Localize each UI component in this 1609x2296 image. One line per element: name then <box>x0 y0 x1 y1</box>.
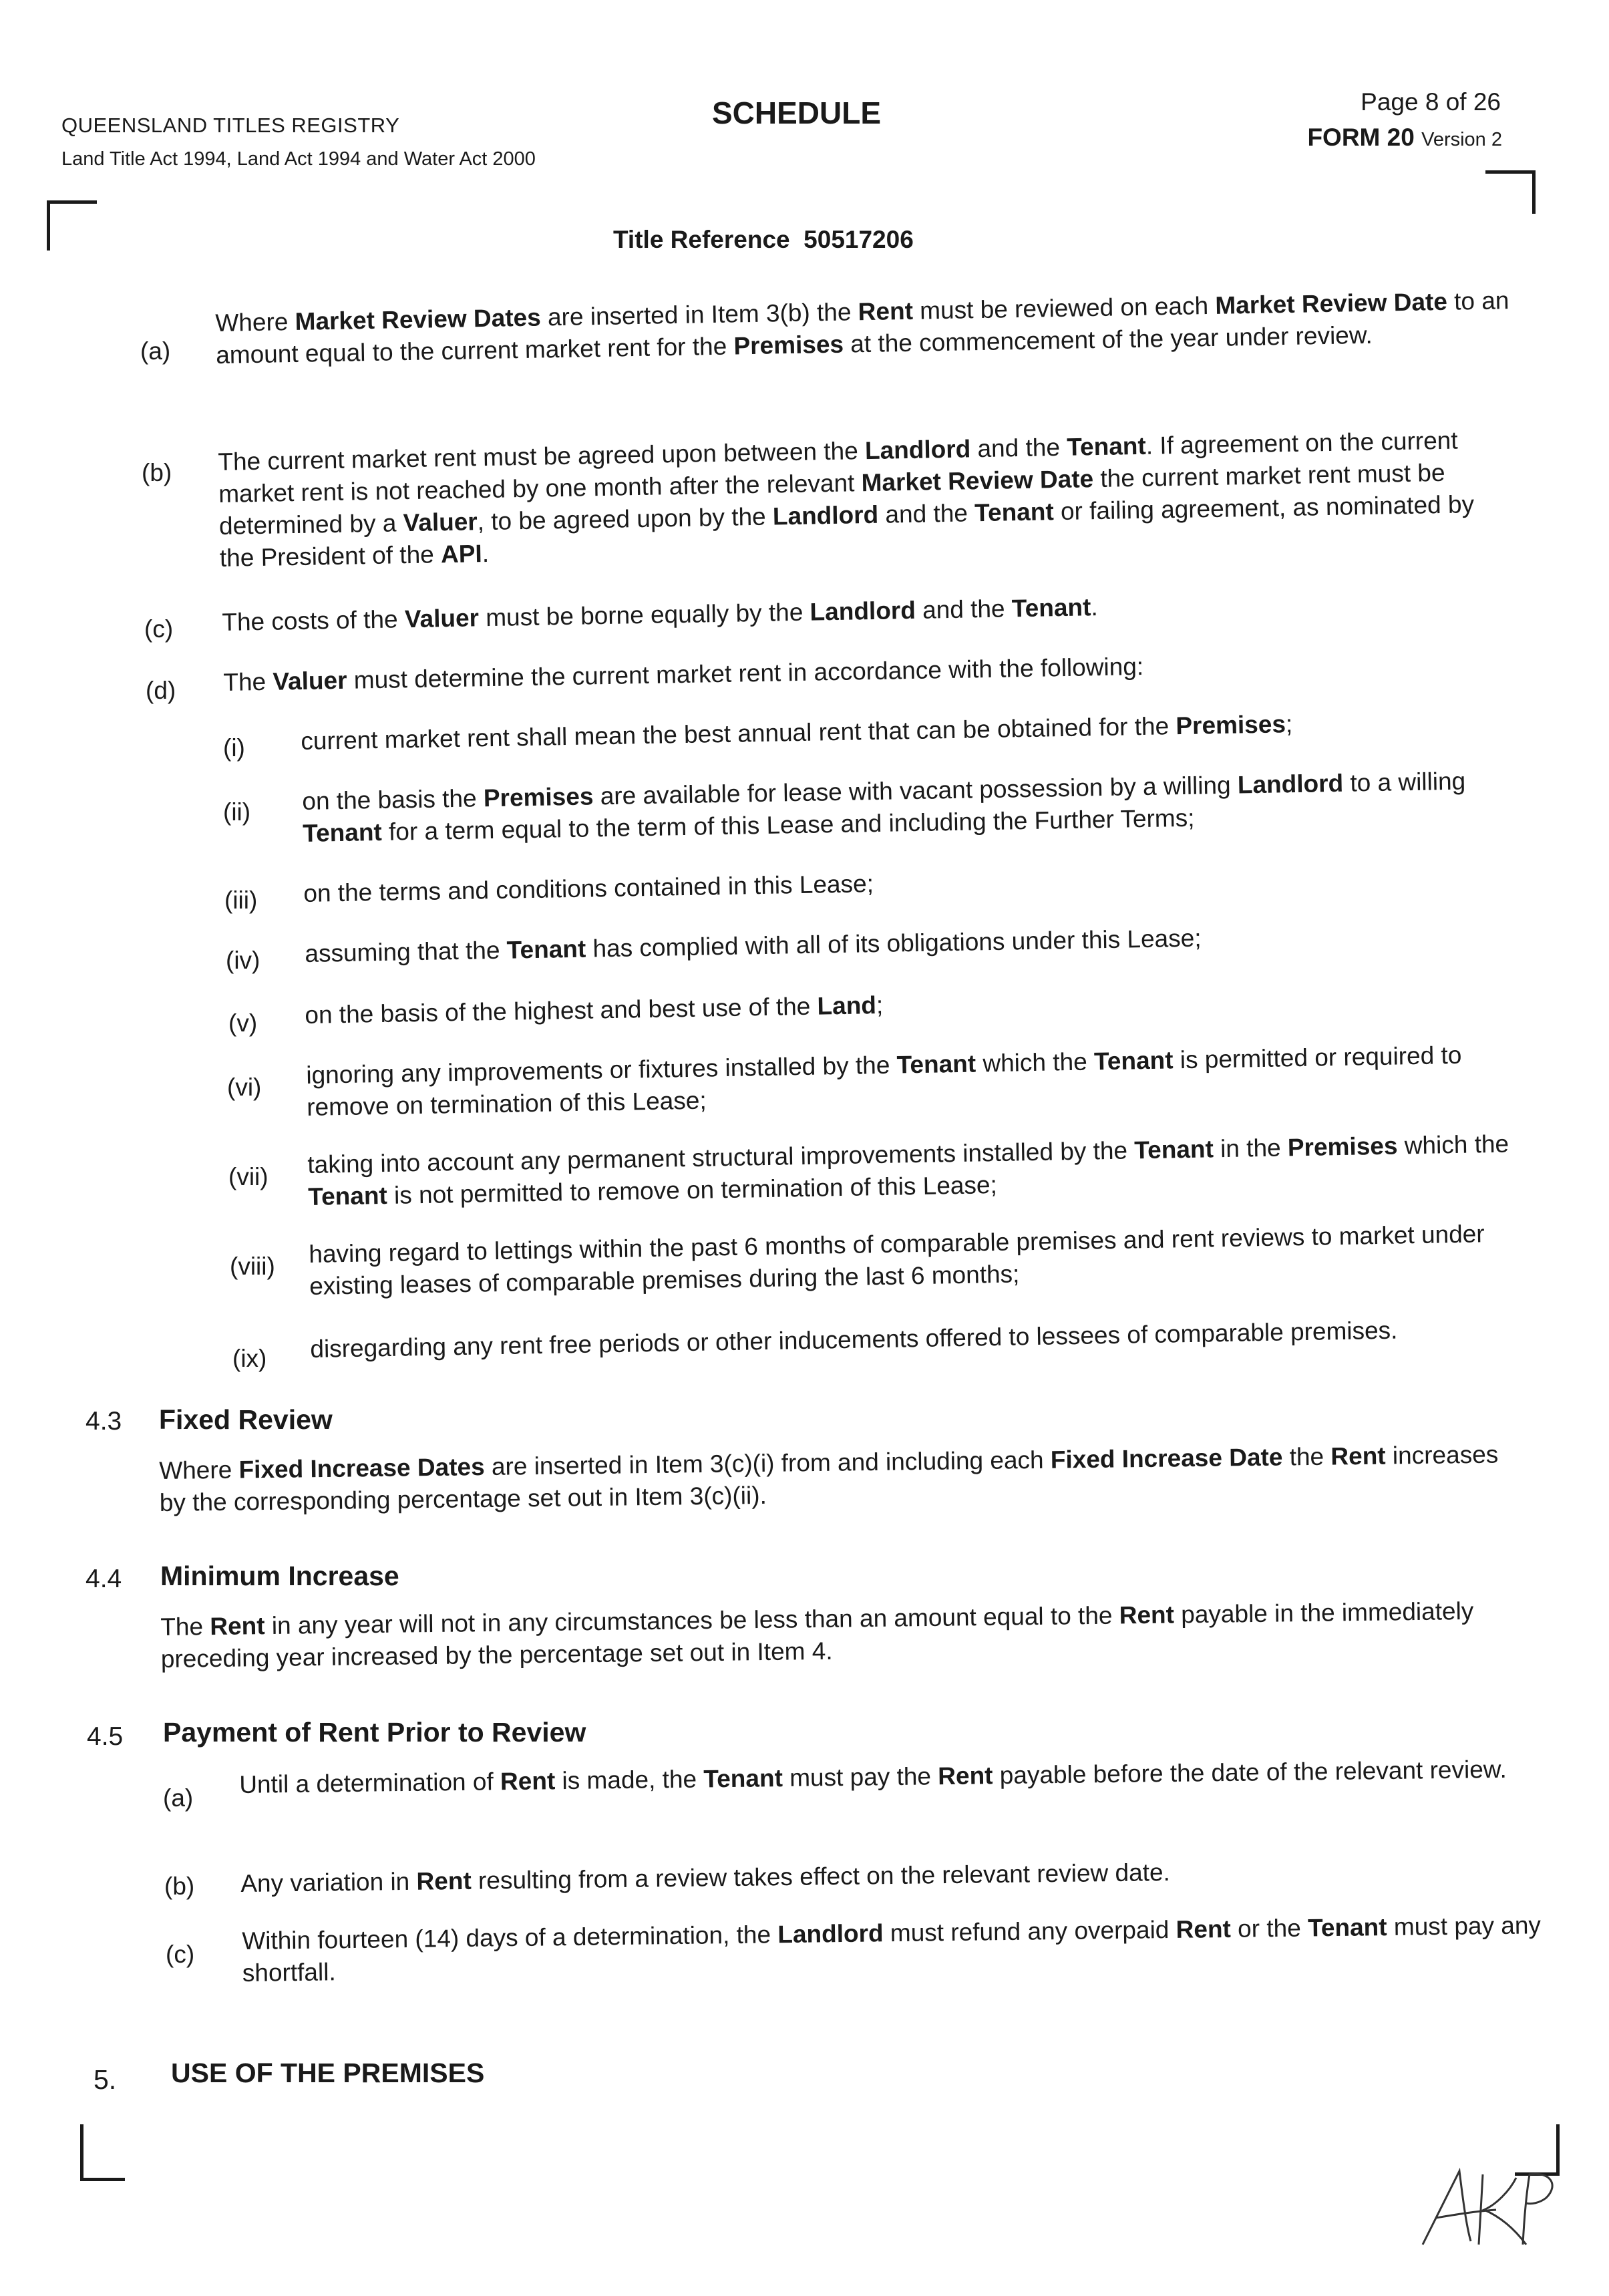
defined-term: Tenant <box>1093 1046 1174 1076</box>
defined-term: Landlord <box>864 435 971 465</box>
text-run: and the <box>915 595 1013 624</box>
text-run: . If agreement on the current market rent is not reached by one month after the relevant <box>218 426 1458 508</box>
text-run: on the basis the <box>302 784 484 815</box>
registry-name: QUEENSLAND TITLES REGISTRY <box>61 114 400 137</box>
text-run: the <box>1282 1442 1331 1471</box>
defined-term: Tenant <box>974 498 1055 527</box>
text-run: or failing agreement, as nominated by the President of the <box>219 490 1475 572</box>
section-title: USE OF THE PREMISES <box>171 2058 485 2088</box>
sub-item-text <box>310 1312 1526 1365</box>
corner-mark-top-left <box>47 200 97 251</box>
text-run: the current market rent must be determined by a <box>218 458 1445 540</box>
defined-term: Tenant <box>1066 432 1147 461</box>
text-run: which the <box>1397 1130 1509 1160</box>
text-run: in the <box>1213 1134 1288 1163</box>
text-run: Where <box>215 307 296 337</box>
section-title: Minimum Increase <box>160 1561 399 1591</box>
section-number: 4.3 <box>85 1407 122 1436</box>
sub-item-label: (ix) <box>232 1345 267 1372</box>
text-run: for a term equal to the term of this Lease and including the Further Terms; <box>381 804 1195 846</box>
sub-item-label: (iv) <box>226 947 260 974</box>
text-run: in any year will not in any circumstances be less than an amount equal to the <box>264 1601 1119 1640</box>
clause-a-text <box>215 285 1511 371</box>
page-number: Page 8 of 26 <box>1361 88 1501 116</box>
defined-term: Rent <box>1176 1915 1232 1943</box>
form-name: FORM 20 <box>1307 124 1415 151</box>
defined-term: Rent <box>416 1866 472 1895</box>
text-run: are inserted in Item 3(b) the <box>540 298 859 331</box>
clause-text <box>240 1852 1543 1900</box>
defined-term: Fixed Increase Date <box>1050 1443 1283 1474</box>
clause-text <box>242 1909 1545 1989</box>
text-run: must pay the <box>782 1762 938 1792</box>
text-run: The costs of the <box>222 605 405 636</box>
text-run: or the <box>1230 1914 1308 1943</box>
defined-term: Valuer <box>404 604 480 633</box>
defined-term: Premises <box>733 330 844 360</box>
sub-item-text <box>306 1038 1522 1124</box>
title-ref-label: Title Reference <box>613 226 790 253</box>
sub-item-label: (vi) <box>227 1074 262 1101</box>
text-run: are available for lease with vacant possession by a willing <box>593 771 1238 810</box>
defined-term: API <box>440 540 483 568</box>
text-run: current market rent shall mean the best annual rent that can be obtained for the <box>301 712 1176 755</box>
sub-item-label: (i) <box>223 734 245 762</box>
text-run: resulting from a review takes effect on the relevant review date. <box>471 1858 1171 1895</box>
defined-term: Tenant <box>896 1049 976 1079</box>
defined-term: Landlord <box>772 500 879 530</box>
sub-item-text <box>307 1128 1524 1213</box>
text-run: having regard to lettings within the past 6 months of comparable premises and rent reviews to market under existing leases of comparable premises during the last 6 months; <box>309 1220 1485 1300</box>
text-run: is permitted or required to remove on termination of this Lease; <box>306 1041 1462 1121</box>
corner-mark-bottom-left <box>80 2124 125 2181</box>
text-run: which the <box>975 1047 1095 1078</box>
title-ref-number: 50517206 <box>803 226 914 253</box>
text-run: taking into account any permanent structural improvements installed by the <box>307 1136 1135 1178</box>
text-run: must be reviewed on each <box>912 291 1216 325</box>
defined-term: Market Review Date <box>1214 287 1448 319</box>
schedule-heading: SCHEDULE <box>712 96 882 130</box>
text-run: The current market rent must be agreed upon between the <box>218 437 866 476</box>
text-run: . <box>1090 593 1098 621</box>
section-title: Payment of Rent Prior to Review <box>163 1717 586 1748</box>
sub-item-label: (ii) <box>223 798 251 826</box>
sub-item-label: (iii) <box>224 886 258 914</box>
text-run: . <box>482 539 490 568</box>
clause-label: (a) <box>163 1784 194 1812</box>
text-run: must refund any overpaid <box>883 1915 1176 1947</box>
clause-b-text <box>218 424 1515 575</box>
section-number: 4.4 <box>85 1565 122 1593</box>
defined-term: Tenant <box>1307 1913 1387 1942</box>
text-run: , to be agreed upon by the <box>477 502 773 536</box>
defined-term: Valuer <box>273 666 347 695</box>
section-number: 4.5 <box>87 1722 124 1751</box>
text-run: The <box>160 1613 210 1641</box>
defined-term: Fixed Increase Dates <box>238 1453 485 1484</box>
text-run: payable before the date of the relevant review. <box>993 1755 1507 1790</box>
text-run: and the <box>970 433 1067 463</box>
sub-item-label: (v) <box>228 1009 258 1037</box>
clause-label: (b) <box>164 1872 195 1900</box>
defined-term: Rent <box>1330 1442 1386 1470</box>
clause-text <box>239 1753 1542 1801</box>
text-run: and the <box>878 499 975 528</box>
defined-term: Tenant <box>506 935 586 964</box>
title-reference <box>613 226 914 254</box>
sub-item-text <box>301 704 1524 758</box>
section-title: Fixed Review <box>159 1404 333 1435</box>
clause-d-label: (d) <box>146 677 176 704</box>
text-run: increases by the corresponding percentage set out in Item 3(c)(ii). <box>159 1440 1499 1516</box>
defined-term: Land <box>817 991 877 1020</box>
clause-c-label: (c) <box>144 615 174 643</box>
text-run: payable in the immediately preceding year increased by the percentage set out in Item 4. <box>160 1597 1474 1673</box>
defined-term: Tenant <box>307 1181 388 1210</box>
text-run: is made, the <box>555 1765 704 1795</box>
text-run: ; <box>1285 710 1293 738</box>
defined-term: Rent <box>500 1767 556 1796</box>
text-run: has complied with all of its obligations under this Lease; <box>585 924 1202 963</box>
defined-term: Rent <box>210 1612 265 1641</box>
sub-item-text <box>305 917 1521 970</box>
text-run: on the basis of the highest and best use of the <box>305 992 818 1029</box>
text-run: The <box>223 667 273 696</box>
defined-term: Premises <box>1287 1132 1398 1162</box>
text-run: Any variation in <box>240 1867 417 1897</box>
section-body <box>159 1438 1522 1519</box>
defined-term: Landlord <box>777 1919 884 1949</box>
defined-term: Tenant <box>703 1764 783 1793</box>
text-run: ignoring any improvements or fixtures installed by the <box>306 1051 897 1089</box>
defined-term: Premises <box>483 782 594 812</box>
clause-label: (c) <box>166 1941 195 1968</box>
sub-item-text <box>302 764 1518 850</box>
defined-term: Tenant <box>1133 1135 1214 1164</box>
text-run: Until a determination of <box>239 1768 501 1798</box>
form-version: Version 2 <box>1421 129 1502 150</box>
defined-term: Tenant <box>302 818 383 847</box>
defined-term: Premises <box>1176 710 1286 740</box>
defined-term: Rent <box>938 1762 993 1790</box>
defined-term: Tenant <box>1011 593 1091 623</box>
text-run: ; <box>876 991 884 1019</box>
clause-a-label: (a) <box>140 337 171 365</box>
defined-term: Rent <box>1119 1601 1175 1629</box>
acts-line: Land Title Act 1994, Land Act 1994 and Water Act 2000 <box>61 148 536 170</box>
sub-item-text <box>303 856 1519 910</box>
section-body <box>160 1595 1524 1675</box>
text-run: are inserted in Item 3(c)(i) from and including each <box>484 1446 1051 1481</box>
defined-term: Valuer <box>403 508 478 537</box>
defined-term: Market Review Date <box>861 465 1094 497</box>
text-run: on the terms and conditions contained in this Lease; <box>303 870 874 907</box>
form-label <box>1307 124 1502 152</box>
clause-d-text <box>223 644 1506 699</box>
text-run: assuming that the <box>305 936 508 967</box>
sub-item-label: (viii) <box>230 1253 275 1280</box>
defined-term: Rent <box>858 297 914 326</box>
sub-item-text <box>305 978 1521 1031</box>
defined-term: Landlord <box>1237 769 1344 799</box>
text-run: must pay any shortfall. <box>242 1911 1542 1987</box>
section-number: 5. <box>94 2064 117 2095</box>
sub-item-label: (vii) <box>228 1163 269 1190</box>
text-run: Within fourteen (14) days of a determination, the <box>242 1921 778 1955</box>
initials-signature <box>1409 2158 1563 2251</box>
text-run: must determine the current market rent in accordance with the following: <box>347 652 1144 694</box>
text-run: to an amount equal to the current market rent for the <box>215 287 1509 369</box>
corner-mark-top-right <box>1485 170 1536 214</box>
text-run: must be borne equally by the <box>478 598 810 632</box>
text-run: disregarding any rent free periods or other inducements offered to lessees of comparable premises. <box>310 1316 1398 1363</box>
text-run: is not permitted to remove on termination of this Lease; <box>387 1170 998 1209</box>
text-run: to a willing <box>1343 767 1466 797</box>
text-run: at the commencement of the year under review. <box>843 321 1373 358</box>
sub-item-text <box>309 1217 1525 1303</box>
clause-c-text <box>222 584 1505 639</box>
defined-term: Market Review Dates <box>295 303 542 335</box>
defined-term: Landlord <box>810 596 916 626</box>
text-run: Where <box>159 1456 239 1484</box>
clause-b-label: (b) <box>142 459 172 486</box>
